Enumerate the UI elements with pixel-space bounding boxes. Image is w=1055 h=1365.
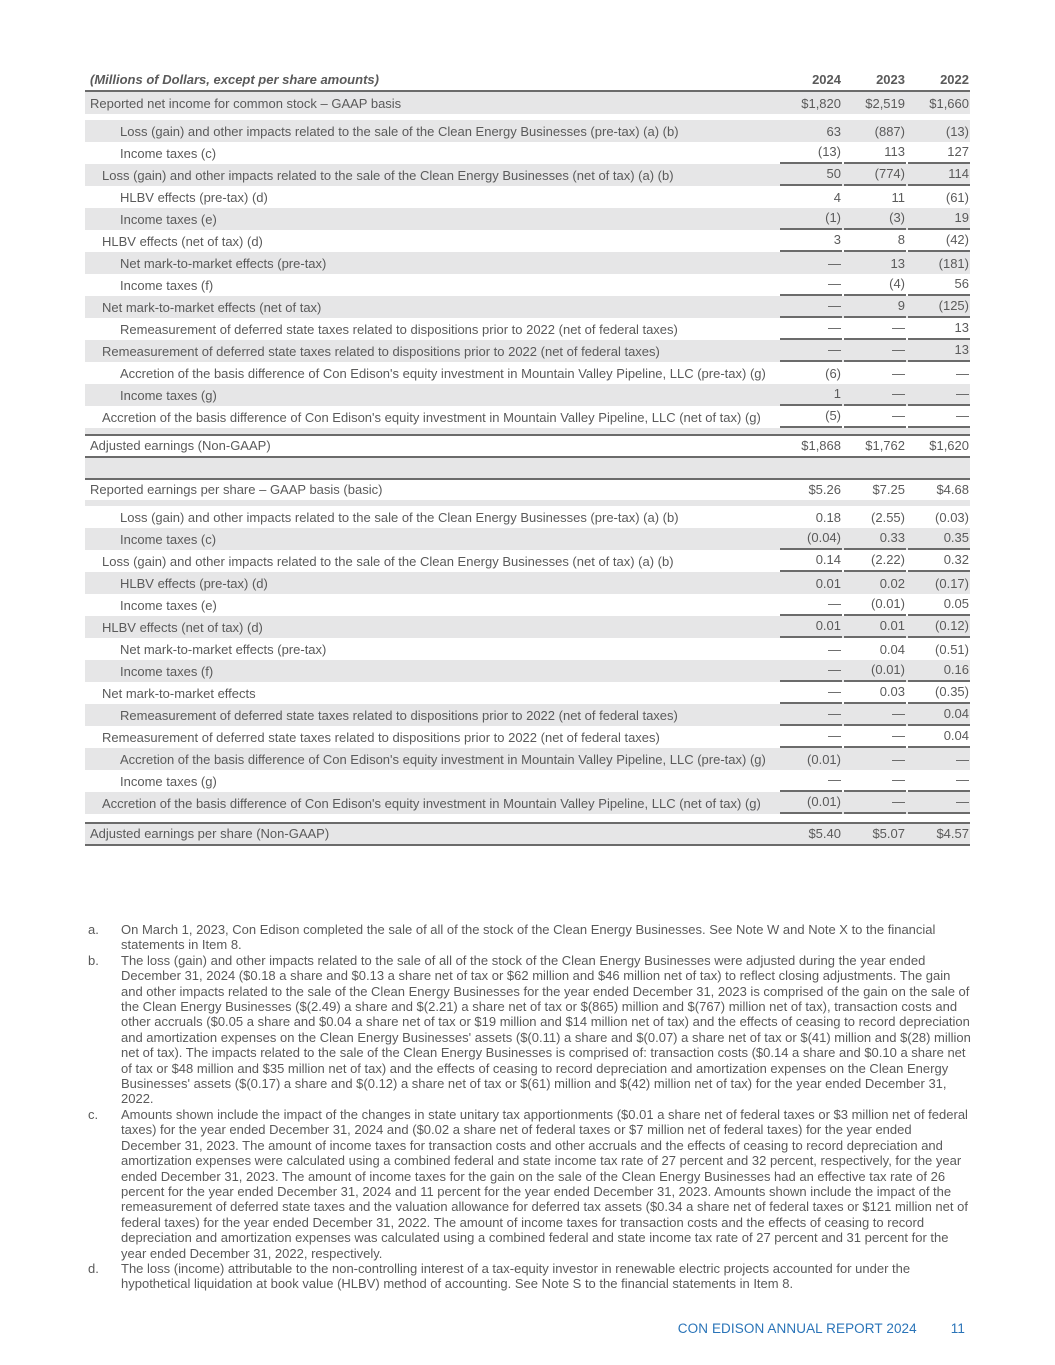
row-value: $1,620	[929, 438, 969, 453]
table-row	[85, 616, 970, 638]
row-label: Reported net income for common stock – GAAP basis	[90, 96, 402, 111]
row-value: —	[780, 660, 842, 682]
row-value: (181)	[938, 256, 969, 271]
table-row	[85, 252, 970, 274]
row-value: (6)	[825, 366, 841, 381]
row-value: 56	[908, 274, 970, 296]
row-label: Loss (gain) and other impacts related to the sale of the Clean Energy Businesses (net of tax) (a) (b)	[102, 168, 674, 183]
table-row	[85, 792, 970, 814]
table-row	[85, 296, 970, 318]
row-label: Income taxes (g)	[120, 388, 217, 403]
row-label: Loss (gain) and other impacts related to the sale of the Clean Energy Businesses (pre-tax) (a) (b)	[120, 124, 679, 139]
table-row	[85, 770, 970, 792]
table-row	[85, 528, 970, 550]
row-label: Accretion of the basis difference of Con Edison's equity investment in Mountain Valley Pipeline, LLC (pre-tax) (g)	[120, 752, 766, 767]
page-number: 11	[950, 1321, 965, 1336]
row-label: Remeasurement of deferred state taxes related to dispositions prior to 2022 (net of federal taxes)	[102, 730, 660, 745]
row-value: —	[844, 726, 906, 748]
row-label: HLBV effects (pre-tax) (d)	[120, 576, 268, 591]
row-value: $2,519	[865, 96, 905, 111]
row-value: —	[908, 770, 970, 792]
page-footer	[678, 1321, 965, 1336]
year-header: 2022	[940, 72, 969, 87]
row-value: —	[844, 340, 906, 362]
row-value: 1	[780, 384, 842, 406]
row-value: —	[844, 384, 906, 406]
footnote-text: The loss (income) attributable to the non-controlling interest of a tax-equity investor in renewable electric projects accounted for under the hypothetical liquidation at book value (HLBV) method of accounting. See Note S to the financial statements in Item 8.	[121, 1260, 911, 1292]
row-value: —	[908, 406, 970, 428]
row-value: (0.03)	[935, 510, 969, 525]
row-value: 0.01	[780, 616, 842, 638]
row-value: (0.01)	[844, 660, 906, 682]
row-value: (0.01)	[807, 752, 841, 767]
row-label: Adjusted earnings per share (Non-GAAP)	[90, 826, 330, 841]
row-value: (1)	[780, 208, 842, 230]
row-value: 11	[891, 190, 905, 205]
table-row	[85, 186, 970, 208]
row-value: 0.14	[780, 550, 842, 572]
table-row	[85, 120, 970, 142]
units-label: (Millions of Dollars, except per share amounts)	[90, 72, 379, 87]
table-row	[85, 274, 970, 296]
row-value: —	[780, 340, 842, 362]
row-value: $5.26	[808, 482, 841, 497]
table-row	[85, 208, 970, 230]
row-value: —	[844, 406, 906, 428]
row-value: 13	[890, 256, 905, 271]
row-value: —	[892, 752, 905, 767]
row-value: (0.12)	[908, 616, 970, 638]
row-value: (887)	[874, 124, 905, 139]
row-label: Income taxes (c)	[120, 146, 217, 161]
reported-eps-row	[85, 478, 970, 500]
footnote-key: b.	[88, 952, 99, 968]
row-value: (0.17)	[935, 576, 969, 591]
row-value: —	[844, 792, 906, 814]
row-label: Remeasurement of deferred state taxes related to dispositions prior to 2022 (net of federal taxes)	[102, 344, 660, 359]
row-value: 13	[908, 318, 970, 340]
row-label: Income taxes (g)	[120, 774, 217, 789]
row-value: $4.68	[936, 482, 969, 497]
row-value: —	[780, 296, 842, 318]
row-value: $5.40	[808, 826, 841, 841]
report-title: CON EDISON ANNUAL REPORT 2024	[677, 1321, 917, 1336]
table-row	[85, 572, 970, 594]
row-label: Net mark-to-market effects (net of tax)	[102, 300, 322, 315]
row-value: —	[828, 256, 841, 271]
row-value: (13)	[945, 124, 969, 139]
table-row	[85, 362, 970, 384]
row-value: 50	[780, 164, 842, 186]
row-label: Loss (gain) and other impacts related to the sale of the Clean Energy Businesses (pre-tax) (a) (b)	[120, 510, 679, 525]
row-value: —	[780, 704, 842, 726]
table-header	[85, 70, 970, 92]
reported-net-income-row	[85, 92, 970, 114]
adjusted-earnings-row	[85, 434, 970, 458]
row-value: $1,660	[929, 96, 969, 111]
row-spacer	[85, 814, 970, 822]
year-header: 2023	[876, 72, 905, 87]
row-value: 19	[908, 208, 970, 230]
row-value: 0.04	[908, 726, 970, 748]
table-row	[85, 748, 970, 770]
row-label: HLBV effects (net of tax) (d)	[102, 620, 263, 635]
row-value: 0.01	[844, 616, 906, 638]
footnote	[88, 953, 973, 1107]
row-value: —	[844, 318, 906, 340]
row-value: $4.57	[936, 826, 969, 841]
row-value: —	[844, 770, 906, 792]
row-value: 0.33	[844, 528, 906, 550]
row-value: —	[780, 594, 842, 616]
row-value: (125)	[908, 296, 970, 318]
row-value: $5.07	[872, 826, 905, 841]
footnote-text: On March 1, 2023, Con Edison completed the sale of all of the stock of the Clean Energy Businesses. See Note W and Note X to the financial statements in Item 8.	[121, 922, 936, 953]
row-value: 0.04	[908, 704, 970, 726]
row-value: 114	[908, 164, 970, 186]
row-value: —	[844, 704, 906, 726]
row-label: HLBV effects (net of tax) (d)	[102, 234, 263, 249]
adjusted-eps-row	[85, 822, 970, 846]
row-label: Reported earnings per share – GAAP basis (basic)	[90, 482, 383, 497]
row-value: —	[892, 366, 905, 381]
row-label: Adjusted earnings (Non-GAAP)	[90, 438, 271, 453]
row-value: 0.01	[815, 576, 841, 591]
table-row	[85, 142, 970, 164]
row-value: 13	[908, 340, 970, 362]
row-value: 0.03	[844, 682, 906, 704]
table-row	[85, 638, 970, 660]
table-row	[85, 506, 970, 528]
row-label: Loss (gain) and other impacts related to the sale of the Clean Energy Businesses (net of tax) (a) (b)	[102, 554, 674, 569]
row-value: —	[956, 752, 969, 767]
table-row	[85, 230, 970, 252]
row-value: 0.04	[879, 642, 905, 657]
row-value: —	[780, 682, 842, 704]
row-label: Net mark-to-market effects (pre-tax)	[120, 642, 327, 657]
row-value: $1,762	[865, 438, 905, 453]
row-value: 3	[780, 230, 842, 252]
row-value: (42)	[908, 230, 970, 252]
reconciliation-table	[85, 70, 970, 846]
row-value: (2.55)	[871, 510, 905, 525]
row-label: Remeasurement of deferred state taxes related to dispositions prior to 2022 (net of federal taxes)	[120, 322, 678, 337]
row-value: (61)	[945, 190, 969, 205]
row-spacer	[85, 458, 970, 478]
row-value: $1,868	[801, 438, 841, 453]
row-value: (0.04)	[780, 528, 842, 550]
row-value: 113	[844, 142, 906, 164]
row-value: —	[780, 770, 842, 792]
row-value: 0.05	[908, 594, 970, 616]
row-label: Remeasurement of deferred state taxes related to dispositions prior to 2022 (net of federal taxes)	[120, 708, 678, 723]
footnote-text: The loss (gain) and other impacts related to the sale of all of the stock of the Clean Energy Businesses were adjusted during the year ended December 31, 2024 ($0.18 a share and $0.13 a share net of tax or $62 million and $46 million net of tax) to reflect closing adjustments. The gain and other impacts related to the sale of the Clean Energy Businesses for the year ended December 31, 2023 is comprised of the gain on the sale of the Clean Energy Businesses ($(2.49) a share and $(2.21) a share net of tax or $(865) million and $(767) million net of tax), transaction costs and other accruals ($0.05 a share and $0.04 a share net of tax or $19 million and $14 million net of tax) and the effects of ceasing to record depreciation and amortization expenses on the Clean Energy Businesses' assets ($(0.11) a share and $(0.07) a share net of tax or $(41) million and $(28) million net of tax). The impacts related to the sale of the Clean Energy Businesses is comprised of: transaction costs ($0.14 a share and $0.10 a share net of tax or $48 million and $35 million net of tax) and the effects of ceasing to record depreciation and amortization expenses on the Clean Energy Businesses' assets ($(0.17) a share and $(0.12) a share net of tax or $(61) million and $(42) million net of tax) for the year ended December 31, 2022.	[121, 952, 971, 1107]
row-value: 0.16	[908, 660, 970, 682]
row-value: 0.32	[908, 550, 970, 572]
row-value: (0.35)	[908, 682, 970, 704]
row-value: —	[956, 366, 969, 381]
row-value: —	[780, 726, 842, 748]
row-value: (13)	[780, 142, 842, 164]
table-row	[85, 164, 970, 186]
row-label: Income taxes (e)	[120, 212, 217, 227]
row-value: (3)	[844, 208, 906, 230]
row-label: Income taxes (f)	[120, 664, 214, 679]
row-value: 9	[844, 296, 906, 318]
row-label: Net mark-to-market effects (pre-tax)	[120, 256, 327, 271]
footnote-key: a.	[88, 922, 99, 937]
table-row	[85, 682, 970, 704]
footnote-key: d.	[88, 1260, 99, 1276]
row-value: —	[780, 318, 842, 340]
row-label: Accretion of the basis difference of Con Edison's equity investment in Mountain Valley Pipeline, LLC (pre-tax) (g)	[120, 366, 766, 381]
row-value: 0.02	[879, 576, 905, 591]
row-value: 8	[844, 230, 906, 252]
table-row	[85, 340, 970, 362]
table-row	[85, 660, 970, 682]
row-value: (4)	[844, 274, 906, 296]
row-value: 63	[826, 124, 841, 139]
row-value: (0.01)	[780, 792, 842, 814]
row-value: 4	[833, 190, 841, 205]
row-value: $1,820	[801, 96, 841, 111]
row-value: (2.22)	[844, 550, 906, 572]
row-label: HLBV effects (pre-tax) (d)	[120, 190, 268, 205]
footnote	[88, 1107, 973, 1261]
row-label: Income taxes (c)	[120, 532, 217, 547]
row-value: 0.18	[815, 510, 841, 525]
table-row	[85, 550, 970, 572]
row-value: (0.01)	[844, 594, 906, 616]
table-row	[85, 384, 970, 406]
row-value: —	[908, 792, 970, 814]
row-value: 127	[908, 142, 970, 164]
row-value: —	[828, 642, 841, 657]
row-value: $7.25	[872, 482, 905, 497]
footnotes	[88, 922, 973, 1292]
footnote	[88, 1261, 973, 1292]
footnote-key: c.	[88, 1106, 99, 1122]
footnote	[88, 922, 973, 953]
row-value: 0.35	[908, 528, 970, 550]
row-value: (774)	[844, 164, 906, 186]
footnote-text: Amounts shown include the impact of the changes in state unitary tax apportionments ($0.01 a share net of federal taxes or $3 million net of federal taxes) for the year ended December 31, 2024 and ($0.02 a share net of federal taxes or $7 million net of federal taxes) for the year ended December 31, 2023. The amount of income taxes for transaction costs and other accruals and the effects of ceasing to record depreciation and amortization expenses were calculated using a combined federal and state income tax rate of 27 percent and 32 percent, respectively, for the year ended December 31, 2023. The amount of income taxes for the gain on the sale of the Clean Energy Businesses had an effective tax rate of 26 percent for the year ended December 31, 2024 and 11 percent for the year ended December 31, 2023. Amounts shown include the impact of the remeasurement of deferred state taxes and the valuation allowance for deferred tax assets ($0.34 a share net of federal taxes or $121 million net of federal taxes) for the year ended December 31, 2022. The amount of income taxes for transaction costs and the effects of ceasing to record depreciation and amortization expenses was calculated using a combined federal and state income tax rate of 27 percent and 31 percent for the year ended December 31, 2022, respectively.	[121, 1106, 968, 1261]
table-row	[85, 318, 970, 340]
row-label: Income taxes (f)	[120, 278, 214, 293]
table-row	[85, 704, 970, 726]
row-value: —	[908, 384, 970, 406]
row-label: Net mark-to-market effects	[102, 686, 256, 701]
row-value: —	[780, 274, 842, 296]
row-value: (5)	[780, 406, 842, 428]
row-label: Accretion of the basis difference of Con Edison's equity investment in Mountain Valley Pipeline, LLC (net of tax) (g)	[102, 796, 761, 811]
table-row	[85, 594, 970, 616]
row-label: Accretion of the basis difference of Con Edison's equity investment in Mountain Valley Pipeline, LLC (net of tax) (g)	[102, 410, 761, 425]
year-header: 2024	[812, 72, 841, 87]
table-row	[85, 726, 970, 748]
table-row	[85, 406, 970, 428]
row-label: Income taxes (e)	[120, 598, 217, 613]
row-value: (0.51)	[935, 642, 969, 657]
